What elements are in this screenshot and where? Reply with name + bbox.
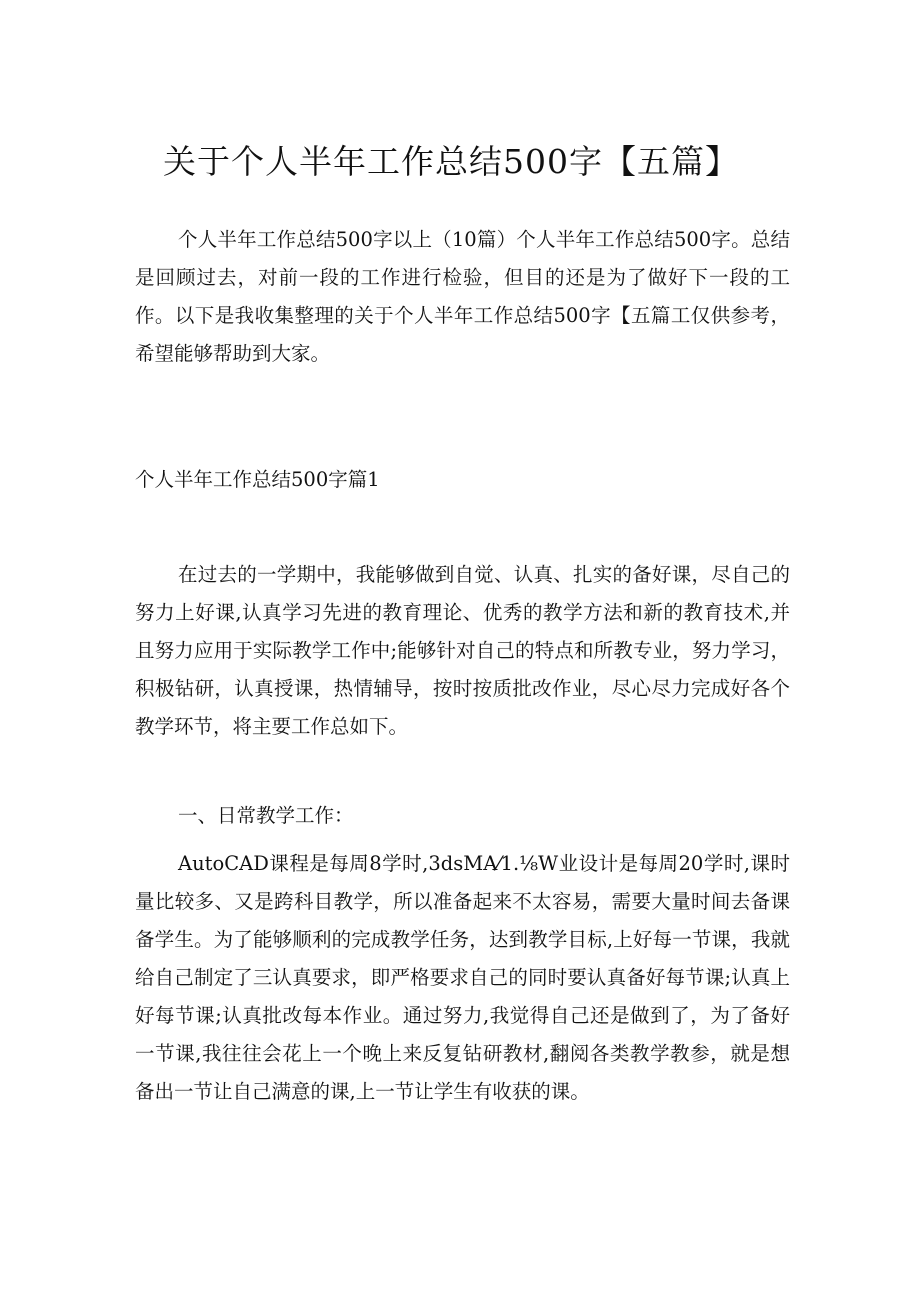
section-heading: 个人半年工作总结500字篇1 [135, 468, 380, 491]
document-title: 关于个人半年工作总结500字【五篇】 [163, 142, 739, 181]
body-paragraph-2: AutoCAD课程是每周8学时,3dsMA⁄1.⅛W业设计是每周20学时,课时量比较多、又是跨科目教学，所以准备起来不太容易，需要大量时间去备课备学生。为了能够顺利的完成教学任务，达到教学目标,上好每一节课，我就给自己制定了三认真要求，即严格要求自己的同时要认真备好每节课;认真上好每节课;认真批改每本作业。通过努力,我觉得自己还是做到了，为了备好一节课,我往往会花上一个晚上来反复钻研教材,翻阅各类教学教参，就是想备出一节让自己满意的课,上一节让学生有收获的课。 [135, 852, 790, 1103]
subheading-daily-teaching: 一、日常教学工作： [178, 804, 354, 827]
body-paragraph-1: 在过去的一学期中，我能够做到自觉、认真、扎实的备好课，尽自己的努力上好课,认真学习先进的教育理论、优秀的教学方法和新的教育技术,并且努力应用于实际教学工作中;能够针对自己的特点和所教专业，努力学习，积极钻研，认真授课，热情辅导，按时按质批改作业，尽心尽力完成好各个教学环节，将主要工作总如下。 [135, 563, 790, 738]
intro-paragraph: 个人半年工作总结500字以上（10篇）个人半年工作总结500字。总结是回顾过去，对前一段的工作进行检验，但目的还是为了做好下一段的工作。以下是我收集整理的关于个人半年工作总结500字【五篇工仅供参考，希望能够帮助到大家。 [135, 228, 790, 365]
